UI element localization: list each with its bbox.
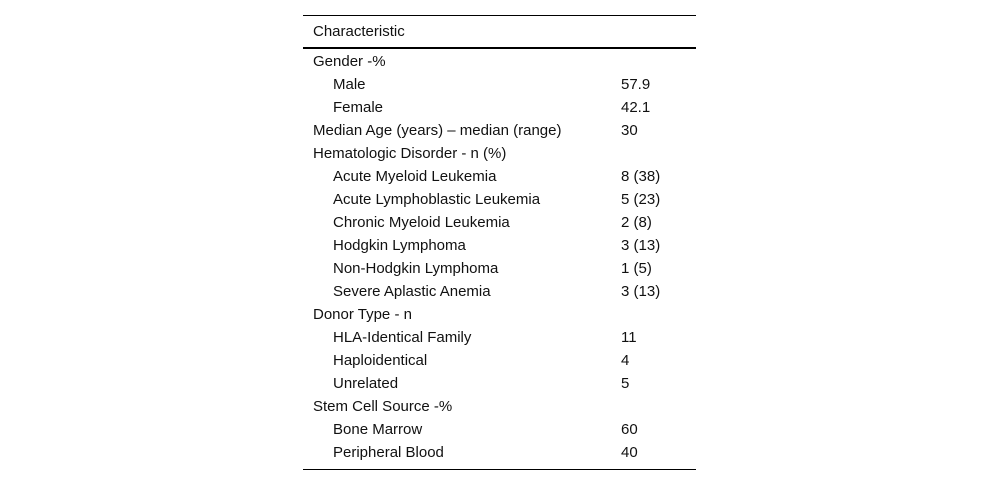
row-value: 5 (23) (621, 191, 661, 208)
row-value: 42.1 (621, 99, 651, 116)
row-value: 40 (621, 444, 638, 461)
row-value: 3 (13) (621, 237, 661, 254)
table-row (303, 96, 696, 119)
row-value: 1 (5) (621, 260, 652, 277)
table-row (303, 234, 696, 257)
table-bottom-rule (303, 469, 696, 470)
row-label: Hematologic Disorder - n (%) (313, 145, 507, 162)
row-value: 60 (621, 421, 638, 438)
row-label: Chronic Myeloid Leukemia (333, 214, 510, 231)
table-row (303, 50, 696, 73)
table-row (303, 211, 696, 234)
row-label: Stem Cell Source -% (313, 398, 453, 415)
table-body (303, 49, 696, 469)
row-value: 5 (621, 375, 630, 392)
table-header (303, 16, 696, 47)
row-label: Bone Marrow (333, 421, 423, 438)
table-row (303, 326, 696, 349)
table-row (303, 303, 696, 326)
table-row (303, 119, 696, 142)
row-label: Acute Myeloid Leukemia (333, 168, 497, 185)
row-label: Hodgkin Lymphoma (333, 237, 466, 254)
row-value: 2 (8) (621, 214, 652, 231)
row-label: Median Age (years) – median (range) (313, 122, 562, 139)
table-row (303, 142, 696, 165)
row-label: HLA-Identical Family (333, 329, 472, 346)
characteristics-table (303, 15, 696, 470)
row-label: Female (333, 99, 384, 116)
row-value: 57.9 (621, 76, 651, 93)
row-label: Severe Aplastic Anemia (333, 283, 491, 300)
row-label: Acute Lymphoblastic Leukemia (333, 191, 541, 208)
row-value: 4 (621, 352, 630, 369)
row-value: 11 (621, 329, 637, 346)
row-label: Donor Type - n (313, 306, 412, 323)
row-label: Haploidentical (333, 352, 428, 369)
row-value: 8 (38) (621, 168, 661, 185)
table-row (303, 372, 696, 395)
header-characteristic: Characteristic (313, 23, 405, 40)
table-row (303, 73, 696, 96)
row-label: Male (333, 76, 366, 93)
table-row (303, 395, 696, 418)
row-value: 3 (13) (621, 283, 661, 300)
table-row (303, 257, 696, 280)
row-label: Non-Hodgkin Lymphoma (333, 260, 499, 277)
table-row (303, 441, 696, 464)
table-row (303, 280, 696, 303)
table-row (303, 165, 696, 188)
table-row (303, 349, 696, 372)
table-row (303, 188, 696, 211)
table-row (303, 418, 696, 441)
row-label: Unrelated (333, 375, 399, 392)
row-label: Gender -% (313, 53, 386, 70)
row-label: Peripheral Blood (333, 444, 444, 461)
row-value: 30 (621, 122, 638, 139)
